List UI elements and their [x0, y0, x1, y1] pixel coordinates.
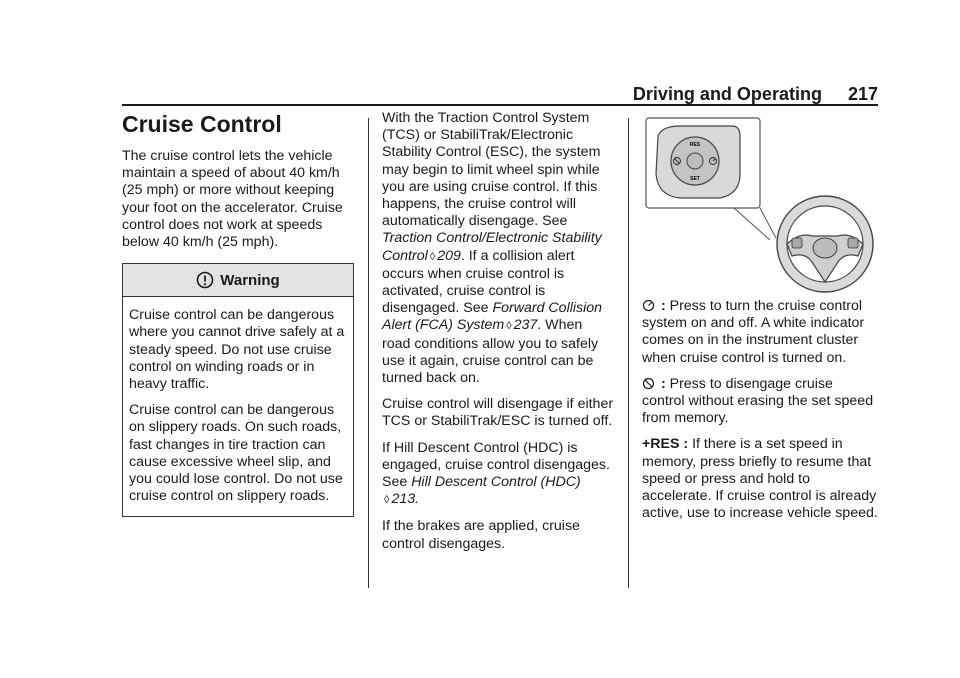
text-run: With the Traction Control System (TCS) or StabiliTrak/Electronic Stability Control (ESC), the system may begin to limit wheel spin while you are using cruise control. If this happens, the cruise control will automatically disengage. See	[382, 110, 601, 230]
column-1	[122, 110, 356, 517]
warning-heading: Warning	[220, 271, 280, 289]
link-traction-control[interactable]: Traction Control/Electronic Stability Control	[382, 230, 602, 264]
warning-paragraph-1: Cruise control can be dangerous where you cannot drive safely at a steady speed. Do not use cruise control on winding roads or in heavy traffic.	[129, 307, 345, 393]
resume-item	[642, 436, 878, 522]
brakes-paragraph: If the brakes are applied, cruise control disengages.	[382, 518, 580, 552]
cancel-item	[642, 376, 878, 428]
page-ref-209[interactable]: 209	[437, 247, 461, 264]
item-separator: :	[657, 375, 670, 392]
resume-label: +RES :	[642, 436, 689, 453]
cancel-item-text: Press to disengage cruise control without erasing the set speed from memory.	[642, 375, 874, 427]
res-button-label: RES	[689, 142, 701, 148]
intro-paragraph: The cruise control lets the vehicle maintain a speed of about 40 km/h (25 mph) or more without keeping your foot on the accelerator. Cruise control does not work at speeds below 40 km/h (25 mph).	[122, 148, 343, 251]
steering-wheel-figure	[640, 114, 880, 298]
warning-box	[122, 263, 354, 517]
steering-wheel-illustration	[640, 114, 880, 298]
page-number: 217	[847, 84, 878, 104]
resume-item-text: If there is a set speed in memory, press briefly to resume that speed or press and hold to accelerate. If cruise control is already active, use to increase vehicle speed.	[642, 436, 878, 522]
column-divider-2	[628, 118, 629, 588]
link-hill-descent-control[interactable]: Hill Descent Control (HDC)	[411, 474, 581, 491]
cancel-icon	[642, 377, 655, 390]
page-ref-213[interactable]: 213.	[391, 491, 420, 508]
page-ref-arrow: ◊	[506, 320, 512, 333]
page-ref-arrow: ◊	[429, 250, 436, 263]
set-button-label: SET	[690, 176, 700, 182]
cruise-item	[642, 298, 878, 367]
text-run: . When road conditions allow you to safely use it again, cruise control can be turned back on.	[382, 317, 599, 387]
section-heading: Cruise Control	[122, 111, 282, 137]
tcs-paragraph	[382, 110, 614, 387]
warning-header	[123, 264, 353, 297]
item-separator: :	[657, 298, 670, 314]
page-ref-arrow: ◊	[384, 494, 390, 507]
warning-icon	[196, 271, 214, 289]
disengage-paragraph: Cruise control will disengage if either TCS or StabiliTrak/ESC is turned off.	[382, 396, 614, 430]
link-forward-collision-alert[interactable]: Forward Collision Alert (FCA) System	[382, 300, 603, 334]
warning-body	[123, 297, 353, 516]
cruise-icon	[642, 299, 655, 312]
cruise-item-text: Press to turn the cruise control system on and off. A white indicator comes on in the instrument cluster when cruise control is turned on.	[642, 298, 865, 366]
steering-wheel	[777, 196, 873, 292]
text-run: If Hill Descent Control (HDC) is engaged, cruise control disengages. See	[382, 439, 610, 491]
column-3	[642, 298, 878, 531]
text-run: . If a collision alert occurs when cruise control is activated, cruise control is disengaged. See	[382, 247, 575, 317]
page-header	[600, 82, 878, 106]
warning-paragraph-2: Cruise control can be dangerous on slippery roads. On such roads, fast changes in tire traction can cause excessive wheel slip, and you could lose control. Do not use cruise control on slippery roads.	[129, 402, 343, 505]
hdc-paragraph	[382, 440, 614, 510]
section-title: Driving and Operating	[632, 84, 822, 104]
column-divider-1	[368, 118, 369, 588]
page-ref-237[interactable]: 237	[513, 317, 538, 334]
header-rule	[122, 104, 878, 106]
column-2	[382, 110, 614, 562]
